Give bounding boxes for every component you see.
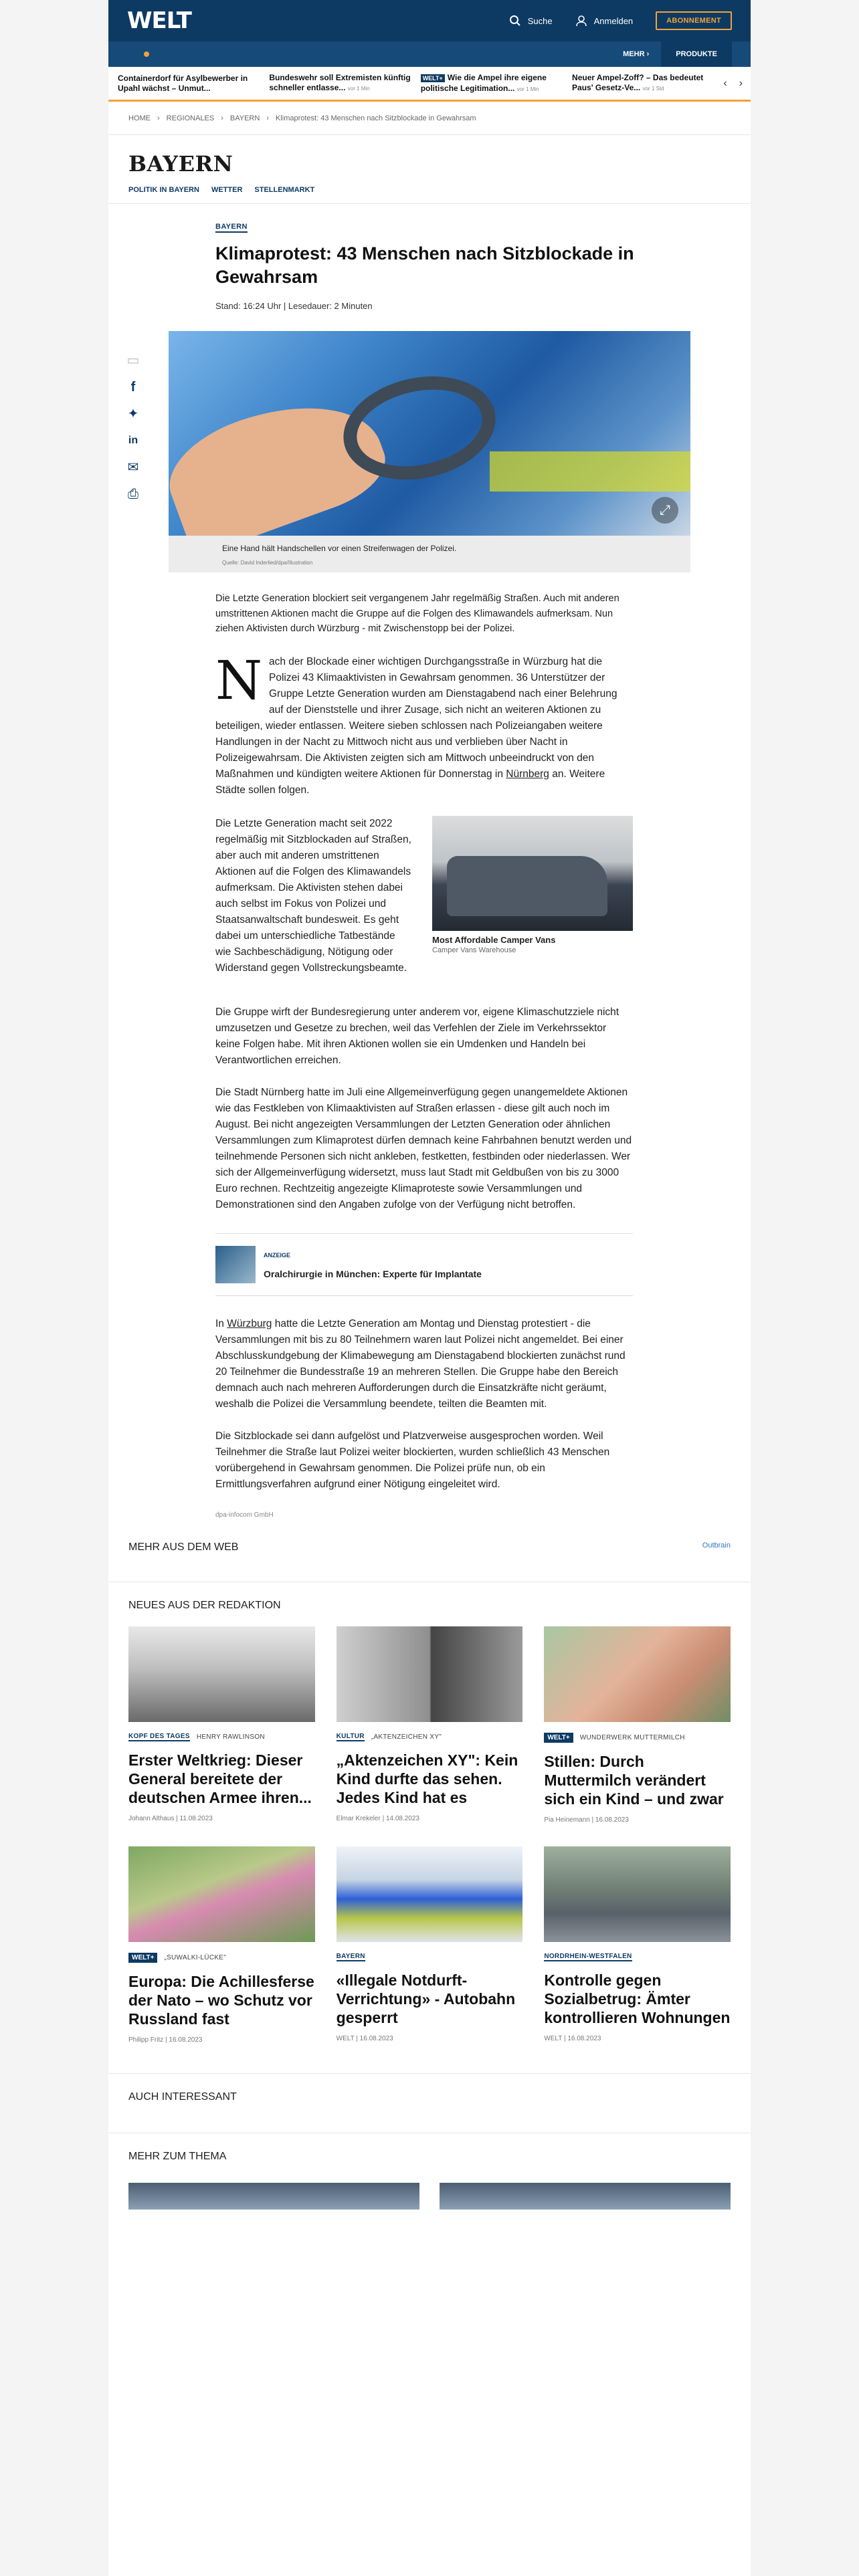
section-title [128,1541,731,1553]
card-subkicker: WUNDERWERK MUTTERMILCH [579,1733,685,1741]
hero-figure [169,331,690,572]
breadcrumb-home[interactable]: HOME [128,114,151,122]
web-section [108,1541,751,1553]
article-card[interactable] [128,1846,315,2044]
paragraph-text: ach der Blockade einer wichtigen Durchgangsstraße in Würzburg hat die Polizei 43 Klimaaktivisten in Gewahrsam genommen. 36 Unterstützer der Gruppe Letzte Generation wurden am Dienstagabend nach einer Belehrung auf der Dienststelle und ihrer Zusage, sich nicht an weiteren Aktionen zu beteiligen, wieder entlassen. Weitere sieben schlossen nach Polizeiangaben weitere Handlungen in der Nacht zu Mittwoch nicht aus und verblieben über Nacht in Polizeigewahrsam. Die Aktivisten zeigten sich am Mittwoch unbeeindruckt von den Maßnahmen und kündigten weitere Aktionen für Donnerstag in [215,655,617,780]
sponsored-teaser[interactable] [215,1233,633,1296]
card-kicker: KULTUR [336,1732,365,1740]
search-label: Suche [527,15,553,26]
thema-section [108,2133,751,2210]
mehr-label: MEHR [623,50,645,58]
card-meta: Elmar Krekeler | 14.08.2023 [336,1814,419,1822]
card-meta: WELT | 16.08.2023 [544,2034,601,2042]
car-stripe [490,451,690,492]
paragraph-text: Die Letzte Generation macht seit 2022 regelmäßig mit Sitzblockaden auf Straßen, aber auch mit anderen umstrittenen Aktionen auf die Folgen des Klimawandels aufmerksam. Die Aktivisten stehen dabei auch selbst im Fokus von Polizei und Staatsanwaltschaft bundesweit. Es geht dabei um unterschiedliche Tatbestände wie Sachbeschädigung, Nötigung oder Widerstand gegen Vollstreckungsbeamte. [215,817,411,974]
article-card[interactable] [337,1626,523,1824]
ticker-title: Wie die Ampel ihre eigene politische Legitimation... [420,72,547,93]
search-icon [509,15,521,27]
card-subkicker: „AKTENZEICHEN XY" [371,1733,442,1741]
thema-grid [128,2183,731,2210]
region-header [108,135,751,204]
print-icon[interactable]: ⎙ [128,487,138,502]
article-source: dpa-infocom GmbH [215,1511,274,1519]
article-header [108,204,644,311]
comment-icon[interactable]: ▭ [126,353,140,368]
paragraph [215,1316,633,1412]
card-tags [337,1953,523,1961]
abo-button[interactable]: ABONNEMENT [656,11,732,30]
card-meta: Philipp Fritz | 16.08.2023 [128,2036,203,2044]
ticker-title: Bundeswehr soll Extremisten künftig schneller entlasse... [269,73,411,92]
anzeige-title: Oralchirurgie in München: Experte für Implantate [264,1268,482,1279]
card-tags [544,1953,731,1961]
facebook-icon[interactable]: f [130,380,136,395]
caption-text: Eine Hand hält Handschellen vor einen Streifenwagen der Polizei. [222,544,457,553]
anzeige-label: ANZEIGE [264,1251,291,1259]
card-meta: WELT | 16.08.2023 [336,2034,393,2042]
paragraph: Die Stadt Nürnberg hatte im Juli eine Allgemeinverfügung gegen unangemeldete Aktionen wie das Festkleben von Klimaaktivisten auf Straßen erlassen - diese gilt auch noch im August. Bei nicht angezeigten Versammlungen der Letzten Generation oder ähnlichen Versammlungen zum Klimaprotest dürfen demnach keine Fahrbahnen benutzt werden und teilnehmende Personen sich nicht ankleben, festketten, festbinden oder niederlassen. Wer sich der Allgemeinverfügung widersetzt, muss laut Stadt mit Geldbußen von bis zu 3000 Euro rechnen. Rechtzeitig angezeigte Klimaproteste sowie Versammlungen und Demonstrationen sind den Angaben zufolge von der Verfügung nicht betroffen. [215,1086,632,1210]
article-kicker[interactable]: BAYERN [215,223,248,233]
caption-credit: Quelle: David Inderlied/dpa/Illustration [222,560,313,566]
linkedin-icon[interactable]: in [128,435,138,446]
card-title: Kontrolle gegen Sozialbetrug: Ämter kontrollieren Wohnungen [544,1971,731,2026]
welt-plus-badge: WELT+ [421,74,445,82]
section-title: NEUES AUS DER REDAKTION [128,1599,281,1611]
card-title: Erster Weltkrieg: Dieser General bereitete der deutschen Armee ihren... [128,1751,312,1806]
article-card[interactable] [337,1846,523,2044]
dropcap: N [215,649,262,712]
twitter-icon[interactable]: ✦ [127,407,139,421]
card-title: „Aktenzeichen XY": Kein Kind durfte das sehen. Jedes Kind hat es [336,1751,518,1806]
article-body [215,591,633,1493]
article-card[interactable] [544,1846,731,2044]
ticker-time: vor 1 Min [347,86,370,92]
produkte-button[interactable]: PRODUKTE [661,41,732,67]
card-tags [337,1733,523,1741]
van-shape [447,856,607,916]
article-card[interactable] [128,1626,315,1824]
thema-card-image[interactable] [128,2183,419,2210]
card-tags [128,1953,315,1963]
ad-title: Most Affordable Camper Vans [432,934,556,945]
card-image [544,1626,731,1722]
region-link-politik[interactable]: POLITIK IN BAYERN [128,186,199,194]
mail-icon[interactable]: ✉ [127,460,139,475]
ticker-time: vor 1 Std [642,86,664,92]
link-nuernberg[interactable]: Nürnberg [506,768,549,780]
paragraph [215,649,633,798]
chevron-right-icon: › [266,114,269,122]
live-dot-icon [144,51,149,57]
native-ad[interactable] [432,816,633,955]
ticker-item[interactable] [421,73,564,94]
sponsored-image [215,1246,256,1283]
ticker-item[interactable] [572,73,715,94]
region-title: BAYERN [128,151,233,177]
paragraph [215,816,633,976]
paragraph-text: In [215,1317,227,1329]
card-kicker: NORDRHEIN-WESTFALEN [544,1952,632,1960]
region-link-stellenmarkt[interactable]: STELLENMARKT [254,186,315,194]
card-tags [544,1733,731,1743]
chevron-right-icon: › [157,114,160,122]
article-meta: Stand: 16:24 Uhr | Lesedauer: 2 Minuten [215,301,373,311]
region-link-wetter[interactable]: WETTER [211,186,243,194]
image-caption [169,536,690,572]
nav-link-hidden[interactable] [127,49,129,59]
card-meta: Pia Heinemann | 16.08.2023 [544,1816,629,1824]
article-teaser: Die Letzte Generation blockiert seit vergangenem Jahr regelmäßig Straßen. Auch mit anderen umstrittenen Aktionen macht die Gruppe auf die Folgen des Klimawandels aufmerksam. Nun ziehen Aktivisten durch Würzburg - mit Zwischenstopp bei der Polizei. [215,593,619,634]
section-title-text: MEHR AUS DEM WEB [128,1541,239,1553]
hero-image[interactable] [169,331,690,536]
link-wuerzburg[interactable]: Würzburg [227,1317,272,1329]
section-title: MEHR ZUM THEMA [128,2150,227,2162]
login-button[interactable] [575,15,634,27]
section-title: AUCH INTERESSANT [128,2090,237,2103]
ad-source: Camper Vans Warehouse [432,946,516,954]
card-image [337,1626,523,1722]
card-tags [128,1733,315,1741]
card-kicker: BAYERN [336,1952,365,1960]
breadcrumb-bayern[interactable]: BAYERN [229,114,260,122]
paragraph: Die Gruppe wirft der Bundesregierung unter anderem vor, eigene Klimaschutzziele nicht umzusetzen und Gesetze zu brechen, weil das Verfehlen der Ziele im Verkehrssektor keine Folgen habe. Mit ihren Aktionen wollen sie ein Umdenken und Handeln bei Verantwortlichen erreichen. [215,1006,619,1066]
breadcrumb-current: Klimaprotest: 43 Menschen nach Sitzblockade in Gewahrsam [275,114,476,122]
welt-logo[interactable]: WELT [127,7,191,34]
card-grid [128,1626,731,2044]
expand-icon[interactable]: ⤢ [652,497,678,524]
paragraph: Die Sitzblockade sei dann aufgelöst und Platzverweise ausgesprochen worden. Weil Teilnehmer die Straße laut Polizei weiter blockierten, wurden schließlich 43 Menschen vorübergehend in Gewahrsam genommen. Die Polizei prüfe nun, ob ein Ermittlungsverfahren aufgrund einer Nötigung eingeleitet wird. [215,1430,610,1490]
share-bar [123,352,143,502]
article [108,204,751,1519]
welt-plus-badge: WELT+ [128,1953,157,1963]
top-header [108,0,751,41]
redaktion-section [108,1582,751,2044]
card-title: Stillen: Durch Muttermilch verändert sich ein Kind – und zwar [544,1752,724,1808]
ad-image [432,816,633,931]
chevron-right-icon[interactable]: › [739,77,743,89]
card-title: Europa: Die Achillesferse der Nato – wo Schutz vor Russland fast [128,1972,314,2028]
search-button[interactable] [509,15,553,27]
thema-card-image[interactable] [440,2183,731,2210]
news-ticker [108,67,751,102]
card-title: «Illegale Notdurft-Verrichtung» - Autobahn gesperrt [336,1971,516,2026]
interessant-section [108,2073,751,2103]
page [108,0,751,2576]
card-kicker: KOPF DES TAGES [128,1732,190,1740]
chevron-right-icon: › [221,114,223,122]
breadcrumb-regionales[interactable]: REGIONALES [166,114,215,122]
paragraph-text: hatte die Letzte Generation am Montag und Dienstag protestiert - die Versammlungen mit bis zu 80 Teilnehmern waren laut Polizei nicht angemeldet. Bei einer Abschlusskundgebung der Klimabewegung am Dienstagabend blockierten zunächst rund 20 Teilnehmer die Bundesstraße 19 an mehreren Stellen. Die Gruppe habe den Bereich demnach auch nach mehreren Aufforderungen durch die Einsatzkräfte nicht geräumt, weshalb die Polizei die Versammlung beendete, teilten die Beamten mit. [215,1317,626,1410]
card-image [544,1846,731,1942]
mehr-button[interactable]: MEHR › [623,50,650,58]
card-image [337,1846,523,1942]
article-card[interactable] [544,1626,731,1824]
ticker-title: Neuer Ampel-Zoff? – Das bedeutet Paus' Gesetz-Ve... [572,73,704,92]
main-nav [108,41,751,67]
outbrain-link[interactable]: Outbrain [702,1541,731,1549]
user-icon [575,15,587,27]
paragraph-text: an. Weitere Städte sollen folgen. [215,768,605,796]
region-nav [128,186,731,194]
ticker-arrows [723,78,743,90]
card-subkicker: „SUWALKI-LÜCKE" [164,1953,227,1961]
breadcrumb [108,102,751,135]
ticker-item[interactable] [118,74,261,94]
ticker-time: vor 1 Min [516,86,539,92]
login-label: Anmelden [593,15,634,26]
ticker-item[interactable] [269,73,412,94]
card-image [128,1626,315,1722]
card-subkicker: HENRY RAWLINSON [196,1733,265,1741]
card-image [128,1846,315,1942]
header-actions [509,11,732,30]
article-headline: Klimaprotest: 43 Menschen nach Sitzblockade in Gewahrsam [215,243,634,287]
ticker-title: Containerdorf für Asylbewerber in Upahl wächst – Unmut... [118,73,248,93]
welt-plus-badge: WELT+ [544,1733,573,1743]
card-meta: Johann Althaus | 11.08.2023 [128,1814,213,1822]
chevron-left-icon[interactable]: ‹ [723,77,727,89]
